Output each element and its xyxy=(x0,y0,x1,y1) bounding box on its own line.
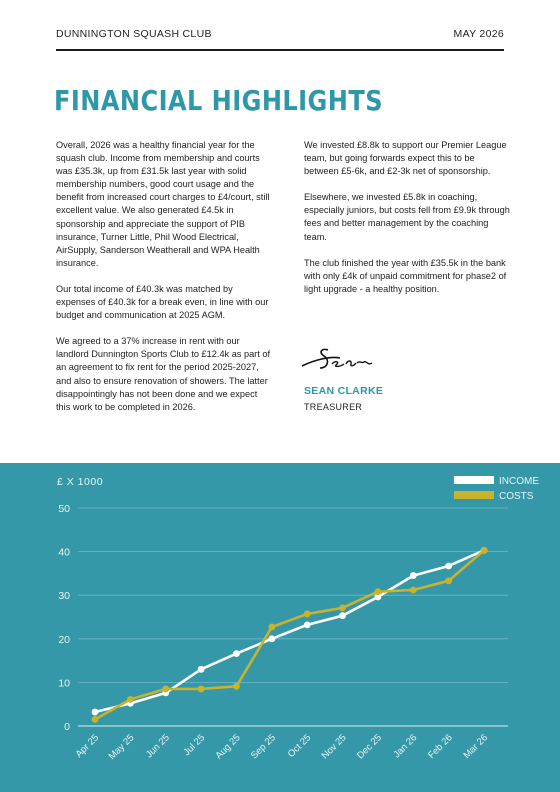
data-point-income xyxy=(339,612,346,619)
x-tick-label: Oct 25 xyxy=(285,732,314,760)
paragraph-premier-league: We invested £8.8k to support our Premier League team, but going forwards expect this to be between £5-6k, and £2-3k net of sponsorship. xyxy=(304,140,507,177)
paragraph-rent: We agreed to a 37% increase in rent with our landlord Dunnington Sports Club to £12.4k as part of an agreement to fix rent for the period 2025-2027, and also to ensure renovation of showers. The latter disappointingly has not been done and we expect this work to be completed in 2026. xyxy=(56,336,270,412)
x-tick-label: Jul 25 xyxy=(181,732,208,759)
y-tick-label: 30 xyxy=(58,590,70,603)
page-title: FINANCIAL HIGHLIGHTS xyxy=(54,84,383,117)
series-line-income xyxy=(95,550,484,712)
data-point-costs xyxy=(375,588,382,595)
signatory-name: SEAN CLARKE xyxy=(304,385,384,397)
data-point-costs xyxy=(162,686,169,693)
legend-swatch-costs xyxy=(454,491,494,499)
x-tick-label: Feb 26 xyxy=(426,732,455,762)
header-divider xyxy=(56,49,504,51)
data-point-income xyxy=(445,563,452,570)
paragraph-total-income: Our total income of £40.3k was matched by expenses of £40.3k for a break even, in line with our budget and communication at 2025 AGM. xyxy=(56,283,269,321)
x-tick-label: Nov 25 xyxy=(319,732,349,762)
data-point-income xyxy=(233,650,240,657)
legend-label-income: INCOME xyxy=(499,476,539,487)
data-point-income xyxy=(198,666,205,673)
data-point-costs xyxy=(268,624,275,631)
signatory-role: TREASURER xyxy=(304,402,363,412)
y-tick-label: 20 xyxy=(58,633,70,646)
y-tick-label: 40 xyxy=(58,546,70,559)
x-tick-label: Jun 25 xyxy=(143,732,172,761)
report-date: MAY 2026 xyxy=(453,28,504,40)
data-point-costs xyxy=(481,547,488,554)
x-tick-label: Dec 25 xyxy=(354,732,385,762)
series-line-costs xyxy=(95,550,484,719)
data-point-costs xyxy=(410,587,417,594)
y-tick-label: 50 xyxy=(58,503,70,515)
right-column xyxy=(304,139,510,309)
x-tick-label: Sep 25 xyxy=(248,732,278,762)
y-tick-label: 10 xyxy=(58,677,70,690)
y-axis-label: £ X 1000 xyxy=(57,476,104,488)
data-point-costs xyxy=(92,716,99,723)
left-column xyxy=(56,139,270,427)
page-header xyxy=(56,28,504,44)
income-costs-chart xyxy=(0,463,560,792)
paragraph-overview: Overall, 2026 was a healthy financial year for the squash club. Income from membership and courts was £35.3k, up from £31.5k last year with solid membership numbers, good court usage and the benefit from increased court charges to £4/court, still excellent value. We also generated £4.5k in sponsorship and appreciate the support of PIB insurance, Turner Little, Phil Wood Electrical, AirSupply, Sanderson Weatherall and WPA Health insurance. xyxy=(56,140,270,268)
x-tick-label: Apr 25 xyxy=(73,732,102,760)
x-tick-label: Mar 26 xyxy=(461,732,491,762)
data-point-income xyxy=(304,621,311,628)
paragraph-coaching: Elsewhere, we invested £5.8k in coaching, especially juniors, but costs fell from £9.9k through fees and better management by the coaching team. xyxy=(304,192,510,242)
data-point-costs xyxy=(198,686,205,693)
data-point-costs xyxy=(127,696,134,703)
data-point-costs xyxy=(445,577,452,584)
data-point-costs xyxy=(339,604,346,611)
club-name: DUNNINGTON SQUASH CLUB xyxy=(56,28,212,40)
x-tick-label: May 25 xyxy=(106,732,137,763)
data-point-costs xyxy=(233,683,240,690)
y-tick-label: 0 xyxy=(64,721,70,733)
data-point-income xyxy=(268,635,275,642)
data-point-income xyxy=(92,709,99,716)
paragraph-bank: The club finished the year with £35.5k in the bank with only £4k of unpaid commitment for phase2 of light upgrade - a healthy position. xyxy=(304,257,507,294)
data-point-costs xyxy=(304,611,311,618)
data-point-income xyxy=(410,572,417,579)
chart-panel xyxy=(0,463,560,792)
x-tick-label: Jan 26 xyxy=(391,732,420,761)
signature-image xyxy=(300,338,380,378)
x-tick-label: Aug 25 xyxy=(213,732,243,762)
legend-label-costs: COSTS xyxy=(499,491,534,502)
legend-swatch-income xyxy=(454,476,494,484)
